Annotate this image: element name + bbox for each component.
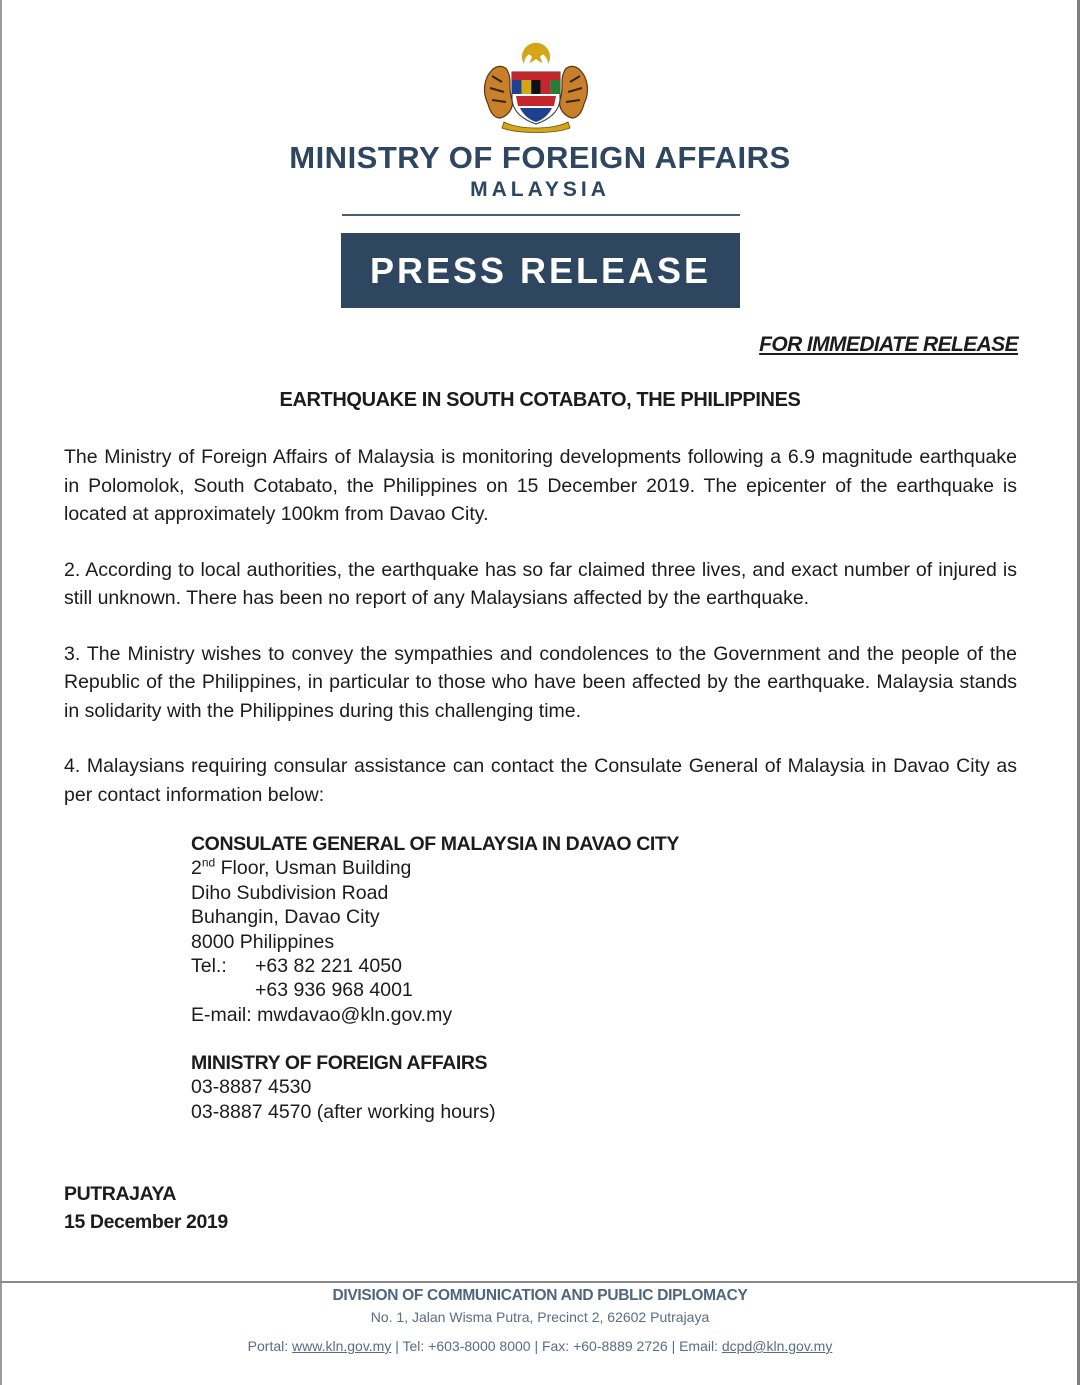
floor-number: 2	[191, 857, 202, 880]
tel-2: +63 936 968 4001	[255, 979, 413, 1002]
masthead-divider	[342, 214, 740, 216]
signoff-date: 15 December 2019	[64, 1210, 228, 1233]
coat-of-arms-icon	[478, 42, 594, 134]
consulate-tel-row	[191, 954, 679, 978]
tel-label: Tel.:	[191, 955, 227, 978]
footer-address: No. 1, Jalan Wisma Putra, Precinct 2, 62602 Putrajaya	[370, 1309, 710, 1325]
consulate-road: Diho Subdivision Road	[191, 881, 389, 904]
ministry-contact-title: MINISTRY OF FOREIGN AFFAIRS	[191, 1052, 488, 1074]
consulate-title: CONSULATE GENERAL OF MALAYSIA IN DAVAO CITY	[191, 833, 680, 855]
paragraph-4: 4. Malaysians requiring consular assistance can contact the Consulate General of Malaysia in Davao City as per contact information below:	[64, 755, 1017, 806]
release-note: FOR IMMEDIATE RELEASE	[759, 333, 1018, 356]
signoff-place: PUTRAJAYA	[64, 1183, 177, 1205]
footer-divider	[0, 1281, 1080, 1283]
country-name: MALAYSIA	[470, 178, 610, 201]
consulate-postcode: 8000 Philippines	[191, 930, 335, 953]
portal-link[interactable]: www.kln.gov.my	[292, 1338, 392, 1354]
consulate-email: E-mail: mwdavao@kln.gov.my	[191, 1003, 453, 1026]
consulate-area: Buhangin, Davao City	[191, 906, 380, 929]
signoff	[64, 1181, 228, 1236]
press-release-label: PRESS RELEASE	[369, 249, 712, 291]
portal-label: Portal:	[247, 1338, 293, 1354]
consulate-floor	[191, 856, 679, 880]
consulate-contact-block	[191, 832, 679, 1027]
footer-contacts	[0, 1338, 1080, 1354]
ministry-phone-1: 03-8887 4530	[191, 1076, 312, 1099]
ministry-contact-block	[191, 1051, 496, 1124]
body-text	[64, 443, 1017, 836]
footer-tel-fax: | Tel: +603-8000 8000 | Fax: +60-8889 2726 | Email:	[391, 1338, 722, 1354]
floor-rest: Floor, Usman Building	[215, 857, 412, 880]
press-release-banner	[341, 233, 740, 308]
ministry-phone-2: 03-8887 4570 (after working hours)	[191, 1100, 496, 1123]
ministry-name: MINISTRY OF FOREIGN AFFAIRS	[289, 140, 791, 175]
paragraph-3: 3. The Ministry wishes to convey the sympathies and condolences to the Government and the people of the Republic of the Philippines, in particular to those who have been affected by the earthquake. Malaysia stands in solidarity with the Philippines during this challenging time.	[64, 642, 1017, 722]
paragraph-2: 2. According to local authorities, the earthquake has so far claimed three lives, and exact number of injured is still unknown. There has been no report of any Malaysians affected by the earthquake.	[64, 558, 1017, 609]
footer-division: DIVISION OF COMMUNICATION AND PUBLIC DIPLOMACY	[332, 1287, 748, 1304]
page-left-edge	[0, 0, 2, 1385]
headline: EARTHQUAKE IN SOUTH COTABATO, THE PHILIPPINES	[279, 389, 801, 411]
tel-1: +63 82 221 4050	[255, 955, 402, 978]
paragraph-1: The Ministry of Foreign Affairs of Malaysia is monitoring developments following a 6.9 magnitude earthquake in Polomolok, South Cotabato, the Philippines on 15 December 2019. The epicenter of the earthquake is located at approximately 100km from Davao City.	[64, 446, 1017, 525]
footer-email-link[interactable]: dcpd@kln.gov.my	[721, 1338, 833, 1354]
floor-suffix: nd	[201, 855, 216, 870]
